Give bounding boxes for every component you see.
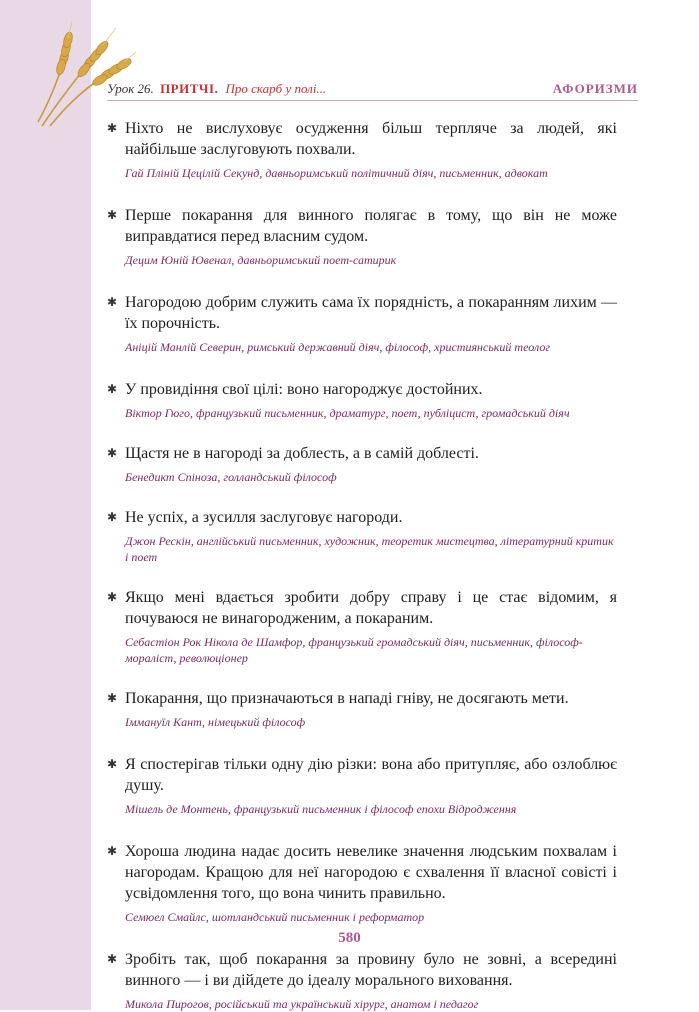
quote-item xyxy=(107,118,617,181)
quote-author: Віктор Гюго, французький письменник, драматург, поет, публіцист, громадський діяч xyxy=(125,406,570,420)
bullet-icon: ✱ xyxy=(107,691,118,705)
bullet-icon: ✱ xyxy=(107,208,118,222)
quote-text: Хороша людина надає досить невелике значення людським похвалам і нагородам. Кращою для неї нагородою є схвалення її власної совісті і усвідомлення того, що вона чинить правильно. xyxy=(125,843,617,902)
quote-item xyxy=(107,688,617,730)
quote-item xyxy=(107,292,617,355)
quote-text: Не успіх, а зусилля заслуговує нагороди. xyxy=(125,509,403,526)
quote-author: Децим Юній Ювенал, давньоримський поет-сатирик xyxy=(125,253,397,267)
bullet-icon: ✱ xyxy=(107,295,118,309)
quote-author: Мішель де Монтень, французький письменник і філософ епохи Відродження xyxy=(125,802,517,816)
quote-item xyxy=(107,841,617,925)
quote-item xyxy=(107,949,617,1012)
quote-item xyxy=(107,507,617,565)
quote-text: Якщо мені вдається зробити добру справу і це стає відомим, я почуваюся не винагородженим, а покараним. xyxy=(125,589,617,627)
quote-item xyxy=(107,443,617,485)
quote-author: Микола Пирогов, російський та український хірург, анатом і педагог xyxy=(125,997,479,1011)
quote-author: Семюел Смайлс, шотландський письменник і реформатор xyxy=(125,910,425,924)
quote-item xyxy=(107,754,617,817)
bullet-icon: ✱ xyxy=(107,121,118,135)
bullet-icon: ✱ xyxy=(107,952,118,966)
quote-author: Іммануїл Кант, німецький філософ xyxy=(125,715,306,729)
quote-author: Бенедикт Спіноза, голландський філософ xyxy=(125,470,337,484)
quote-list xyxy=(107,118,617,1012)
page-header xyxy=(107,79,638,101)
quote-item xyxy=(107,379,617,421)
page-number: 580 xyxy=(338,930,361,946)
quote-text: Зробіть так, щоб покарання за провину було не зовні, а всередині винного — і ви дійдете до ідеалу морального виховання. xyxy=(125,951,617,989)
quote-author: Гай Пліній Цецілій Секунд, давньоримський політичний діяч, письменник, адвокат xyxy=(125,166,548,180)
wheat-icon xyxy=(28,22,138,132)
quote-text: Ніхто не вислуховує осудження більш терпляче за людей, які найбільше заслуговують похвали. xyxy=(125,120,617,158)
side-strip xyxy=(0,0,91,1010)
bullet-icon: ✱ xyxy=(107,510,118,524)
quote-item xyxy=(107,587,617,666)
bullet-icon: ✱ xyxy=(107,757,118,771)
quote-text: Покарання, що призначаються в нападі гніву, не досягають мети. xyxy=(125,690,569,707)
quote-author: Себастіон Рок Нікола де Шамфор, французький громадський діяч, письменник, філософ-мораліст, революціонер xyxy=(125,635,583,665)
bullet-icon: ✱ xyxy=(107,446,118,460)
bullet-icon: ✱ xyxy=(107,382,118,396)
quote-text: Нагородою добрим служить сама їх порядність, а покаранням лихим — їх порочність. xyxy=(125,294,617,332)
lesson-subtitle: Про скарб у полі... xyxy=(225,81,327,96)
header-divider xyxy=(107,100,638,101)
quote-text: У провидіння свої цілі: воно нагороджує достойних. xyxy=(125,381,483,398)
lesson-number: Урок 26. xyxy=(107,81,154,96)
quote-item xyxy=(107,205,617,268)
section-title: АФОРИЗМИ xyxy=(552,81,638,96)
lesson-title: ПРИТЧІ. xyxy=(160,81,219,96)
quote-text: Перше покарання для винного полягає в тому, що він не може виправдатися перед власним судом. xyxy=(125,207,617,245)
quote-author: Джон Рескін, англійський письменник, художник, теоретик мистецтва, літературний критик і поет xyxy=(125,534,614,564)
quote-text: Щастя не в нагороді за доблесть, а в самій доблесті. xyxy=(125,445,479,462)
lesson-heading xyxy=(107,81,326,97)
bullet-icon: ✱ xyxy=(107,590,118,604)
quote-text: Я спостерігав тільки одну дію різки: вона або притупляє, або озлоблює душу. xyxy=(125,756,617,794)
quote-author: Аніцій Манлій Северин, римський державний діяч, філософ, християнський теолог xyxy=(125,340,550,354)
bullet-icon: ✱ xyxy=(107,844,118,858)
